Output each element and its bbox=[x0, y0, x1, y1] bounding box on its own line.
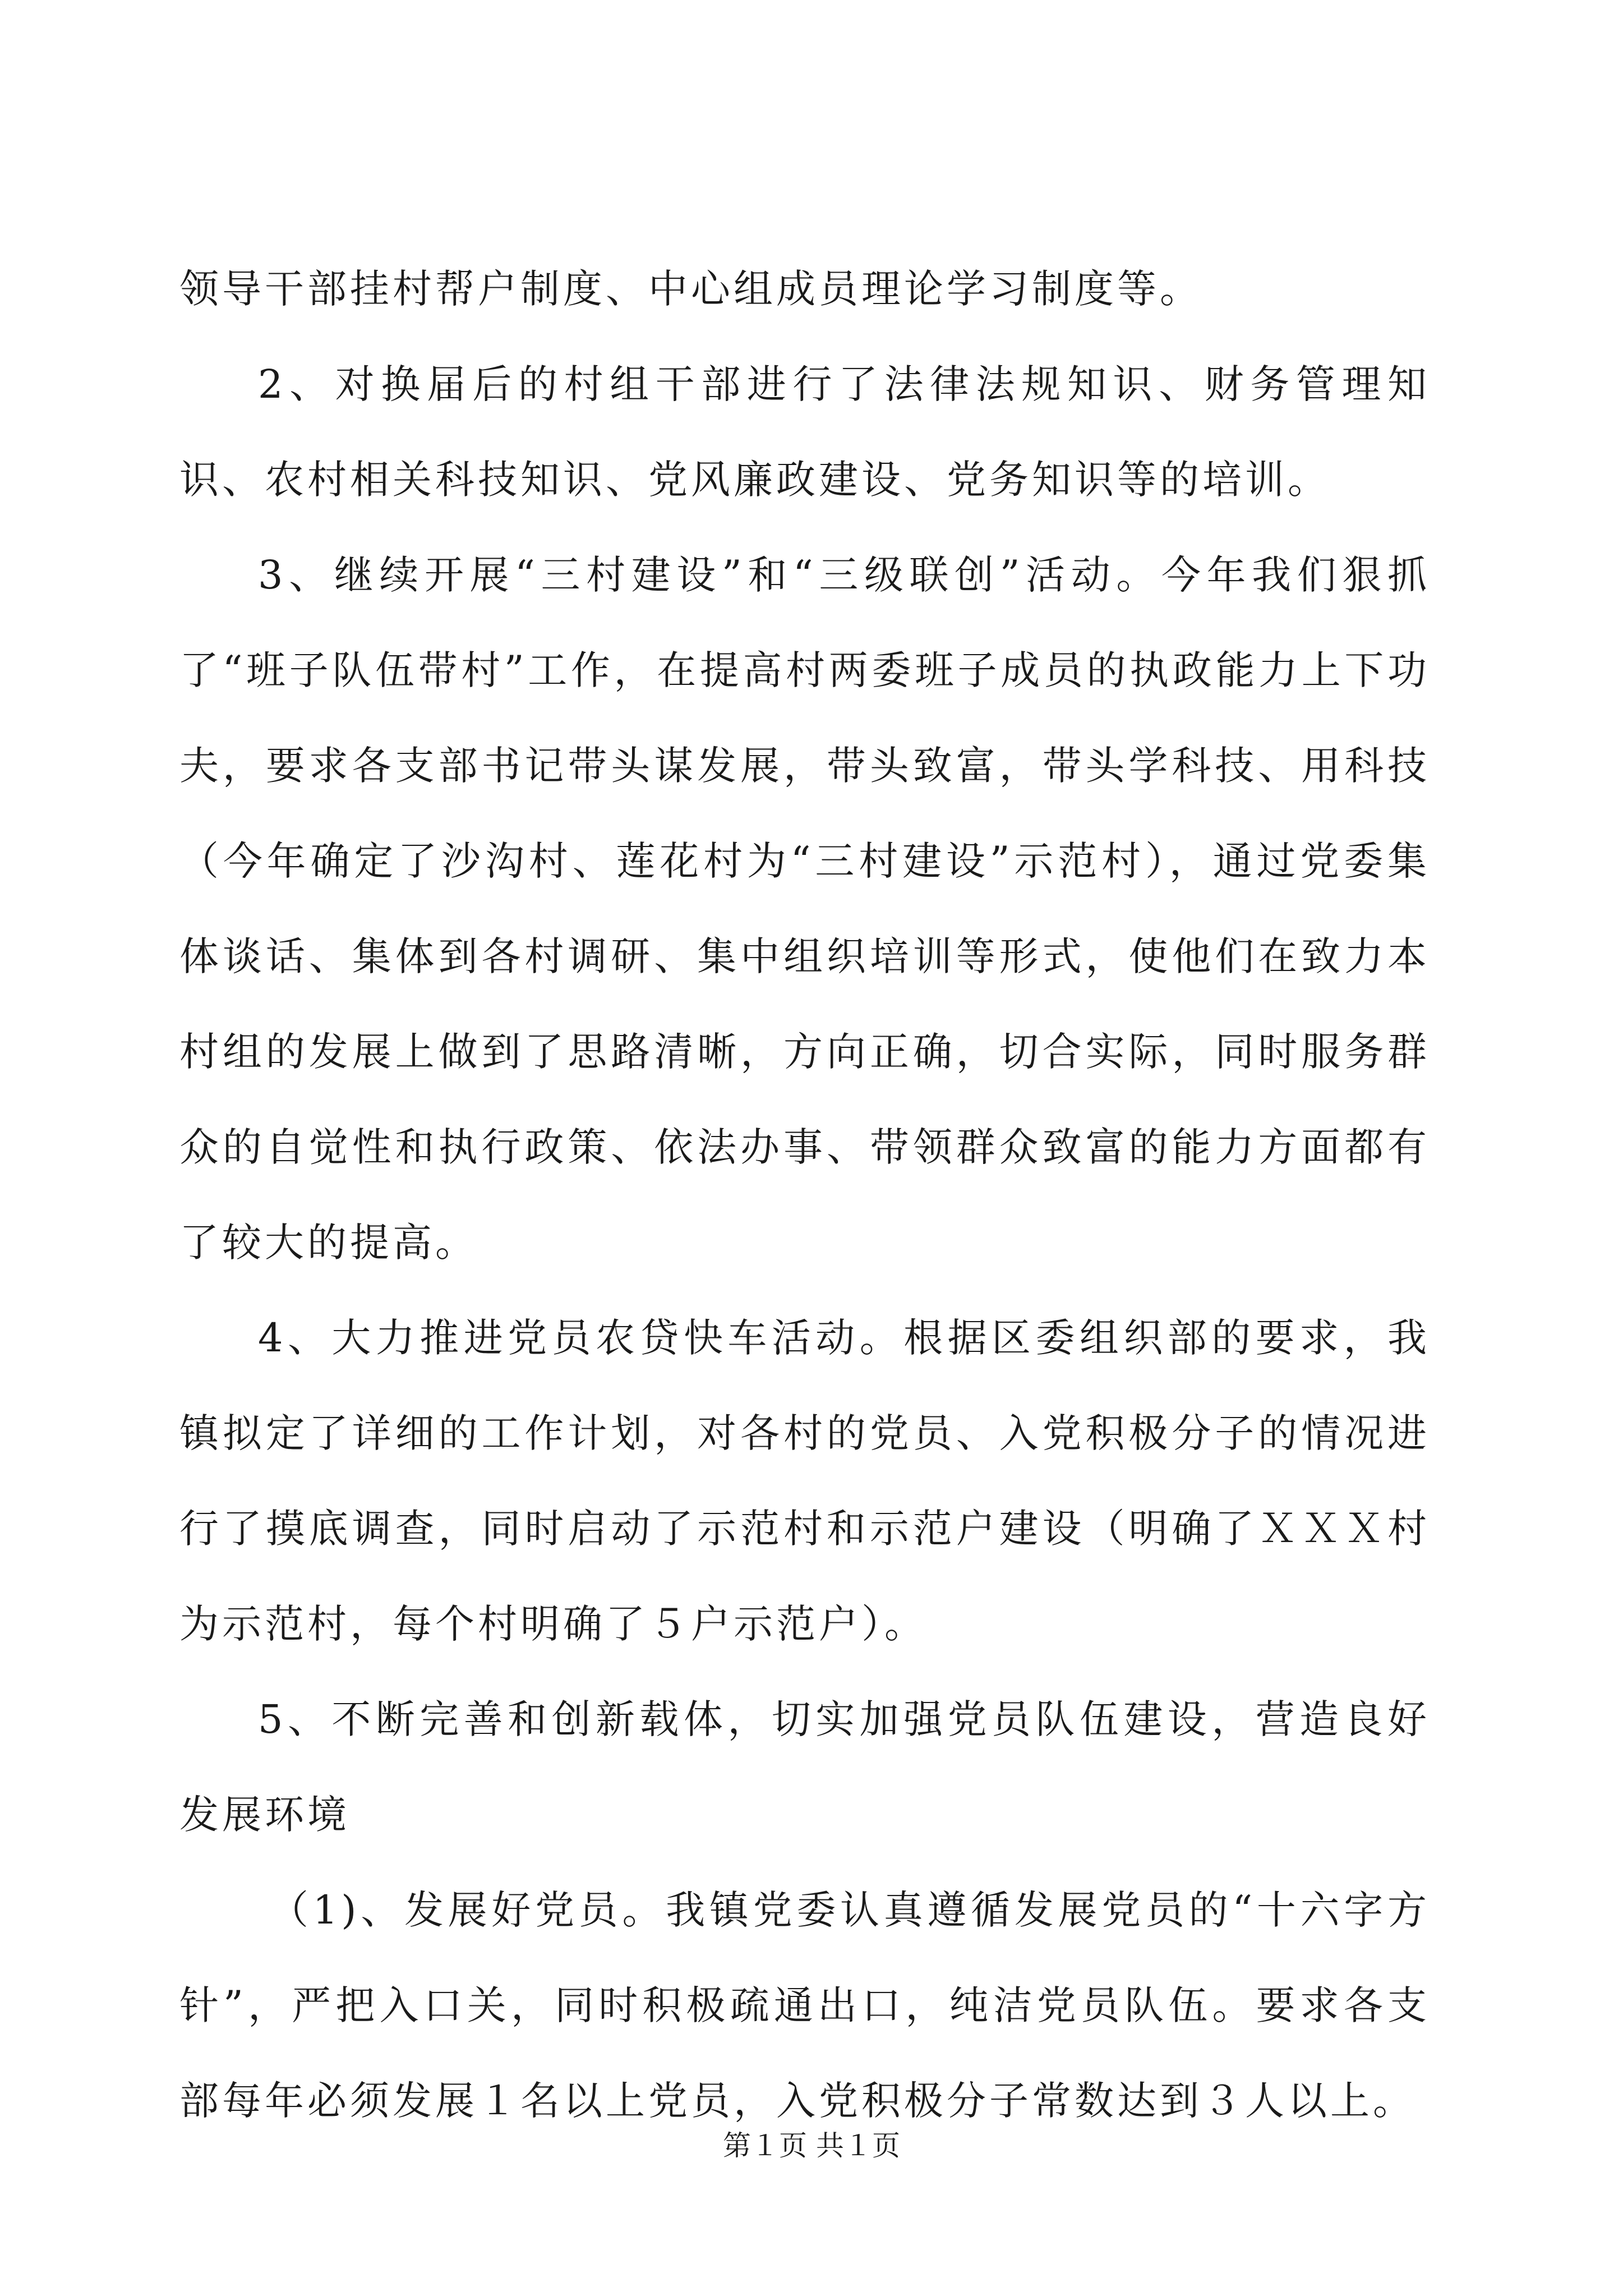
paragraph-item-2: 2、对换届后的村组干部进行了法律法规知识、财务管理知识、农村相关科技知识、党风廉政建设、党务知识等的培训。 bbox=[179, 361, 1430, 503]
document-body bbox=[179, 241, 1430, 2148]
paragraph-continuation: 领导干部挂村帮户制度、中心组成员理论学习制度等。 bbox=[179, 266, 1202, 312]
paragraph-item-4: 4、大力推进党员农贷快车活动。根据区委组织部的要求，我镇拟定了详细的工作计划，对各村的党员、入党积极分子的情况进行了摸底调查，同时启动了示范村和示范户建设（明确了ＸＸＸ村为示范村，每个村明确了５户示范户）。 bbox=[179, 1315, 1430, 1647]
page-footer: 第１页 共１页 bbox=[723, 2129, 900, 2162]
paragraph-subitem-1: （1)、发展好党员。我镇党委认真遵循发展党员的“十六字方针”，严把入口关，同时积极疏通出口，纯洁党员队伍。要求各支部每年必须发展１名以上党员，入党积极分子常数达到３人以上。 bbox=[179, 1887, 1430, 2124]
paragraph-item-3: 3、继续开展“三村建设”和“三级联创”活动。今年我们狠抓了“班子队伍带村”工作，在提高村两委班子成员的执政能力上下功夫，要求各支部书记带头谋发展，带头致富，带头学科技、用科技（今年确定了沙沟村、莲花村为“三村建设”示范村），通过党委集体谈话、集体到各村调研、集中组织培训等形式，使他们在致力本村组的发展上做到了思路清晰，方向正确，切合实际，同时服务群众的自觉性和执行政策、依法办事、带领群众致富的能力方面都有了较大的提高。 bbox=[179, 552, 1430, 1266]
paragraph-item-5: 5、不断完善和创新载体，切实加强党员队伍建设，营造良好发展环境 bbox=[179, 1696, 1430, 1838]
